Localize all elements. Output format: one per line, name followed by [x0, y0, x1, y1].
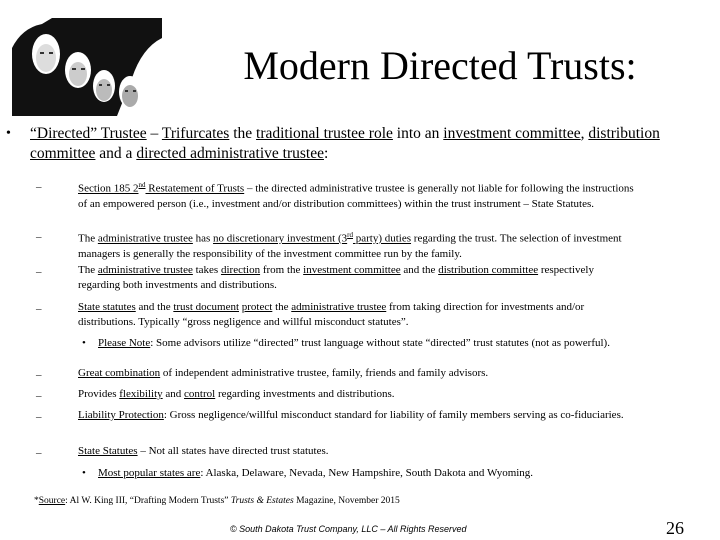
sub-item: [78, 444, 638, 459]
main-segment: into an: [392, 125, 444, 142]
sub-sub-item: [98, 336, 618, 350]
sub-segment: takes: [192, 264, 221, 276]
main-segment: investment committee: [443, 125, 581, 142]
sub-segment: Provides: [78, 388, 120, 400]
sub-segment: Great combination: [78, 367, 161, 379]
sub-item: [78, 300, 638, 330]
sub-segment-sup: rd: [347, 231, 353, 239]
footnote-segment: Magazine, November 2015: [293, 496, 400, 506]
sub-item-dash: –: [36, 303, 42, 315]
sub-segment: flexibility: [119, 388, 163, 400]
main-segment: and a: [95, 145, 137, 162]
sub-segment: distribution committee: [438, 264, 539, 276]
sub-segment: Liability Protection: [78, 409, 164, 421]
sub-segment: the: [272, 301, 292, 313]
sub-segment: regarding investments and distributions.: [215, 388, 395, 400]
sub-segment: protect: [241, 301, 273, 313]
sub-item-dash: –: [36, 411, 42, 423]
sub-segment: Restatement of Trusts: [145, 182, 245, 195]
sub-segment: State statutes: [78, 301, 136, 313]
sub-sub-bullet: •: [82, 337, 86, 349]
sub-segment: – the directed administrative trustee is generally not liable for following the instructions of an empowered person (i.e., investment and/or distribution committees) within the trust instrument – State Statutes.: [78, 182, 634, 210]
sub-item: [78, 366, 638, 381]
main-segment: ,: [580, 125, 589, 142]
sub-item-dash: –: [36, 447, 42, 459]
sub-segment: regarding the trust. The selection of investment managers is generally the responsibility of the investment committee run by the family.: [78, 232, 622, 260]
sub-segment: respectively regarding both investments and distributions.: [78, 264, 594, 291]
sub-segment: has: [192, 232, 214, 245]
footnote-segment: Source: [38, 496, 66, 506]
mount-rushmore-logo: [12, 18, 162, 116]
sub-item: [78, 178, 638, 212]
sub-item: [78, 408, 638, 423]
sub-segment: administrative trustee: [97, 232, 193, 245]
sub-item-dash: –: [36, 266, 42, 278]
sub-segment: The: [78, 232, 98, 245]
page-number: 26: [666, 518, 684, 538]
main-bullet-text: [30, 124, 670, 164]
sub-item: [78, 263, 638, 293]
sub-sub-bullet: •: [82, 467, 86, 479]
sub-segment-sup: nd: [138, 181, 146, 189]
copyright-footer: © South Dakota Trust Company, LLC – All Rights Reserved: [230, 524, 467, 534]
sub-segment: The: [78, 264, 98, 276]
sub-segment: and: [162, 388, 185, 400]
sub-segment: from the: [260, 264, 304, 276]
sub-segment: Section 185 2: [78, 182, 139, 195]
sub-segment: trust document: [173, 301, 240, 313]
main-segment: –: [146, 125, 162, 142]
sub-segment: – Not all states have directed trust statutes.: [137, 445, 329, 457]
sub-segment: from taking direction for investments and/or distributions. Typically “gross negligence and willful misconduct statutes”.: [78, 301, 585, 328]
sub-segment: and the: [400, 264, 439, 276]
main-segment: the: [229, 125, 257, 142]
main-segment: Trifurcates: [161, 125, 230, 142]
main-segment: distribution committee: [30, 125, 660, 162]
sub-item-dash: –: [36, 369, 42, 381]
main-bullet-dot: •: [6, 126, 11, 141]
sub-segment: of independent administrative trustee, family, friends and family advisors.: [160, 367, 489, 379]
main-segment: traditional trustee role: [256, 125, 393, 142]
sub-sub-segment: Please Note: [98, 337, 151, 349]
sub-segment: party) duties: [352, 232, 412, 245]
sub-segment: : Gross negligence/willful misconduct standard for liability of family members serving as co-fiduciaries.: [163, 409, 624, 421]
sub-segment: no discretionary investment (3: [213, 232, 348, 245]
sub-sub-item: [98, 466, 618, 480]
sub-sub-segment: Most popular states are: [98, 467, 201, 479]
footnote-segment: : Al W. King III, “Drafting Modern Trusts”: [65, 496, 231, 506]
footnote-segment: *: [34, 496, 39, 506]
slide-title: Modern Directed Trusts:: [243, 43, 637, 88]
sub-segment: administrative trustee: [97, 264, 193, 276]
sub-item-dash: –: [36, 181, 42, 193]
sub-segment: control: [184, 388, 216, 400]
main-segment: :: [323, 145, 329, 162]
main-segment: directed administrative trustee: [136, 145, 324, 162]
sub-segment: direction: [220, 264, 261, 276]
sub-item-dash: –: [36, 390, 42, 402]
sub-segment: administrative trustee: [291, 301, 387, 313]
sub-segment: investment committee: [303, 264, 401, 276]
sub-sub-segment: : Some advisors utilize “directed” trust language without state “directed” trust statutes (not as powerful).: [150, 337, 610, 349]
source-footnote: [34, 496, 400, 506]
sub-item: [78, 228, 638, 262]
sub-item: [78, 387, 638, 402]
sub-sub-segment: : Alaska, Delaware, Nevada, New Hampshire, South Dakota and Wyoming.: [200, 467, 534, 479]
main-segment: “Directed” Trustee: [30, 125, 147, 142]
sub-segment: State Statutes: [78, 445, 138, 457]
sub-item-dash: –: [36, 231, 42, 243]
sub-segment: and the: [135, 301, 174, 313]
footnote-segment: Trusts & Estates: [230, 496, 294, 506]
